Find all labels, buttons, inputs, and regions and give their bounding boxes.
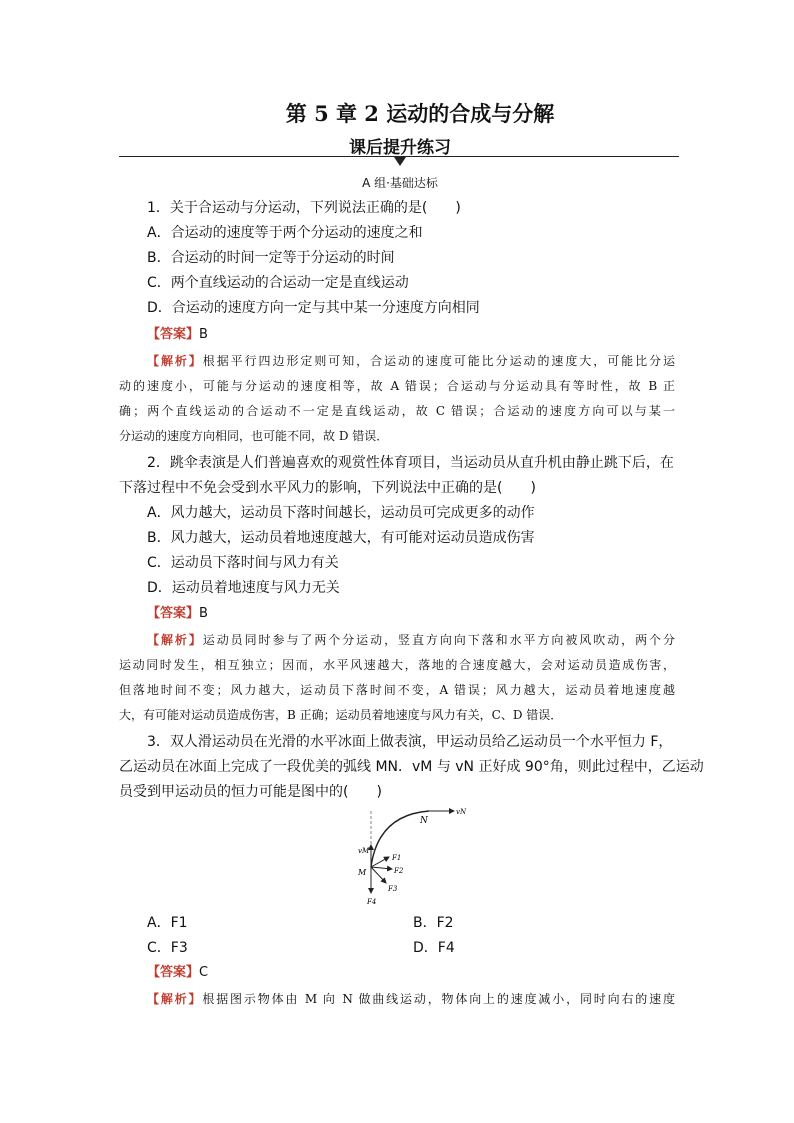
question-1-option-d: D．合运动的速度方向一定与其中某一分速度方向相同	[147, 300, 480, 316]
question-2-explanation-line: 但落地时间不变；风力越大，运动员下落时间不变，A 错误；风力越大，运动员着地速度越	[119, 683, 675, 697]
explain-tag: 【解析】	[147, 992, 203, 1006]
question-3-option-a: A．F1	[147, 915, 188, 931]
label-f3: F3	[388, 885, 398, 893]
label-f2: F2	[394, 867, 404, 875]
question-2-stem: 下落过程中不免会受到水平风力的影响，下列说法中正确的是( )	[119, 480, 536, 496]
label-vn: vN	[456, 808, 467, 816]
page-title: 第 5 章 2 运动的合成与分解	[285, 101, 555, 126]
label-m: M	[358, 868, 367, 877]
answer-tag: 【答案】	[147, 327, 200, 342]
label-n: N	[420, 816, 428, 826]
explanation-text: 根据图示物体由 M 向 N 做曲线运动，物体向上的速度减小，同时向右的速度	[202, 992, 675, 1006]
question-2-option-a: A．风力越大，运动员下落时间越长，运动员可完成更多的动作	[147, 505, 535, 521]
question-3-option-d: D．F4	[413, 940, 455, 956]
question-1-option-c: C．两个直线运动的合运动一定是直线运动	[147, 275, 409, 291]
question-1-stem: 1．关于合运动与分运动，下列说法正确的是( )	[147, 200, 461, 216]
force-f2-arrow	[371, 867, 392, 869]
page-subtitle: 课后提升练习	[349, 138, 451, 158]
question-2-explanation-line: 大，有可能对运动员造成伤害，B 正确；运动员着地速度与风力有关，C、D 错误．	[119, 708, 563, 722]
question-3-explanation-line	[147, 988, 675, 1010]
answer-value: B	[199, 606, 208, 621]
section-heading: A 组·基础达标	[362, 176, 438, 190]
explain-tag: 【解析】	[147, 354, 203, 368]
force-f1-arrow	[371, 857, 389, 867]
question-2-stem: 2．跳伞表演是人们普遍喜欢的观赏性体育项目，当运动员从直升机由静止跳下后，在	[147, 455, 674, 471]
question-1-explanation-line: 确；两个直线运动的合运动不一定是直线运动，故 C 错误；合运动的速度方向可以与某一	[119, 404, 675, 418]
question-1-explanation-line: 分运动的速度方向相同，也可能不同，故 D 错误．	[119, 429, 389, 443]
question-1-explanation-line: 动的速度小，可能与分运动的速度相等，故 A 错误；合运动与分运动具有等时性，故 B 正	[119, 379, 675, 393]
question-3-stem: 乙运动员在冰面上完成了一段优美的弧线 MN．vM 与 vN 正好成 90°角，则此过程中，乙运动	[119, 759, 704, 775]
question-3-stem: 3．双人滑运动员在光滑的水平冰面上做表演，甲运动员给乙运动员一个水平恒力 F，	[147, 734, 673, 750]
question-3-stem: 员受到甲运动员的恒力可能是图中的( )	[119, 784, 382, 800]
force-f3-arrow	[371, 867, 386, 883]
question-2-option-b: B．风力越大，运动员着地速度越大，有可能对运动员造成伤害	[147, 530, 535, 546]
question-3-answer	[147, 962, 208, 984]
label-f1: F1	[392, 854, 402, 862]
question-2-explanation-line	[147, 629, 675, 651]
label-f4: F4	[367, 898, 377, 906]
answer-tag: 【答案】	[147, 965, 200, 980]
question-2-answer	[147, 603, 208, 625]
explanation-text: 根据平行四边形定则可知，合运动的速度可能比分运动的速度大，可能比分运	[202, 354, 675, 368]
question-1-explanation-line	[147, 350, 675, 372]
question-2-option-c: C．运动员下落时间与风力有关	[147, 555, 339, 571]
question-2-option-d: D．运动员着地速度与风力无关	[147, 580, 340, 596]
question-2-explanation-line: 运动同时发生，相互独立；因而，水平风速越大，落地的合速度越大，会对运动员造成伤害，	[119, 658, 675, 672]
answer-value: C	[199, 965, 209, 980]
question-3-option-b: B．F2	[413, 915, 454, 931]
question-1-answer	[147, 324, 208, 346]
question-1-option-a: A．合运动的速度等于两个分运动的速度之和	[147, 225, 423, 241]
question-3-option-c: C．F3	[147, 940, 188, 956]
curve-force-diagram	[354, 805, 504, 907]
explain-tag: 【解析】	[147, 633, 203, 647]
answer-tag: 【答案】	[147, 606, 200, 621]
answer-value: B	[199, 327, 208, 342]
explanation-text: 运动员同时参与了两个分运动，竖直方向向下落和水平方向被风吹动，两个分	[202, 633, 675, 647]
question-1-option-b: B．合运动的时间一定等于分运动的时间	[147, 250, 395, 266]
divider-marker-icon	[394, 157, 406, 166]
label-vm: vM	[358, 847, 370, 855]
